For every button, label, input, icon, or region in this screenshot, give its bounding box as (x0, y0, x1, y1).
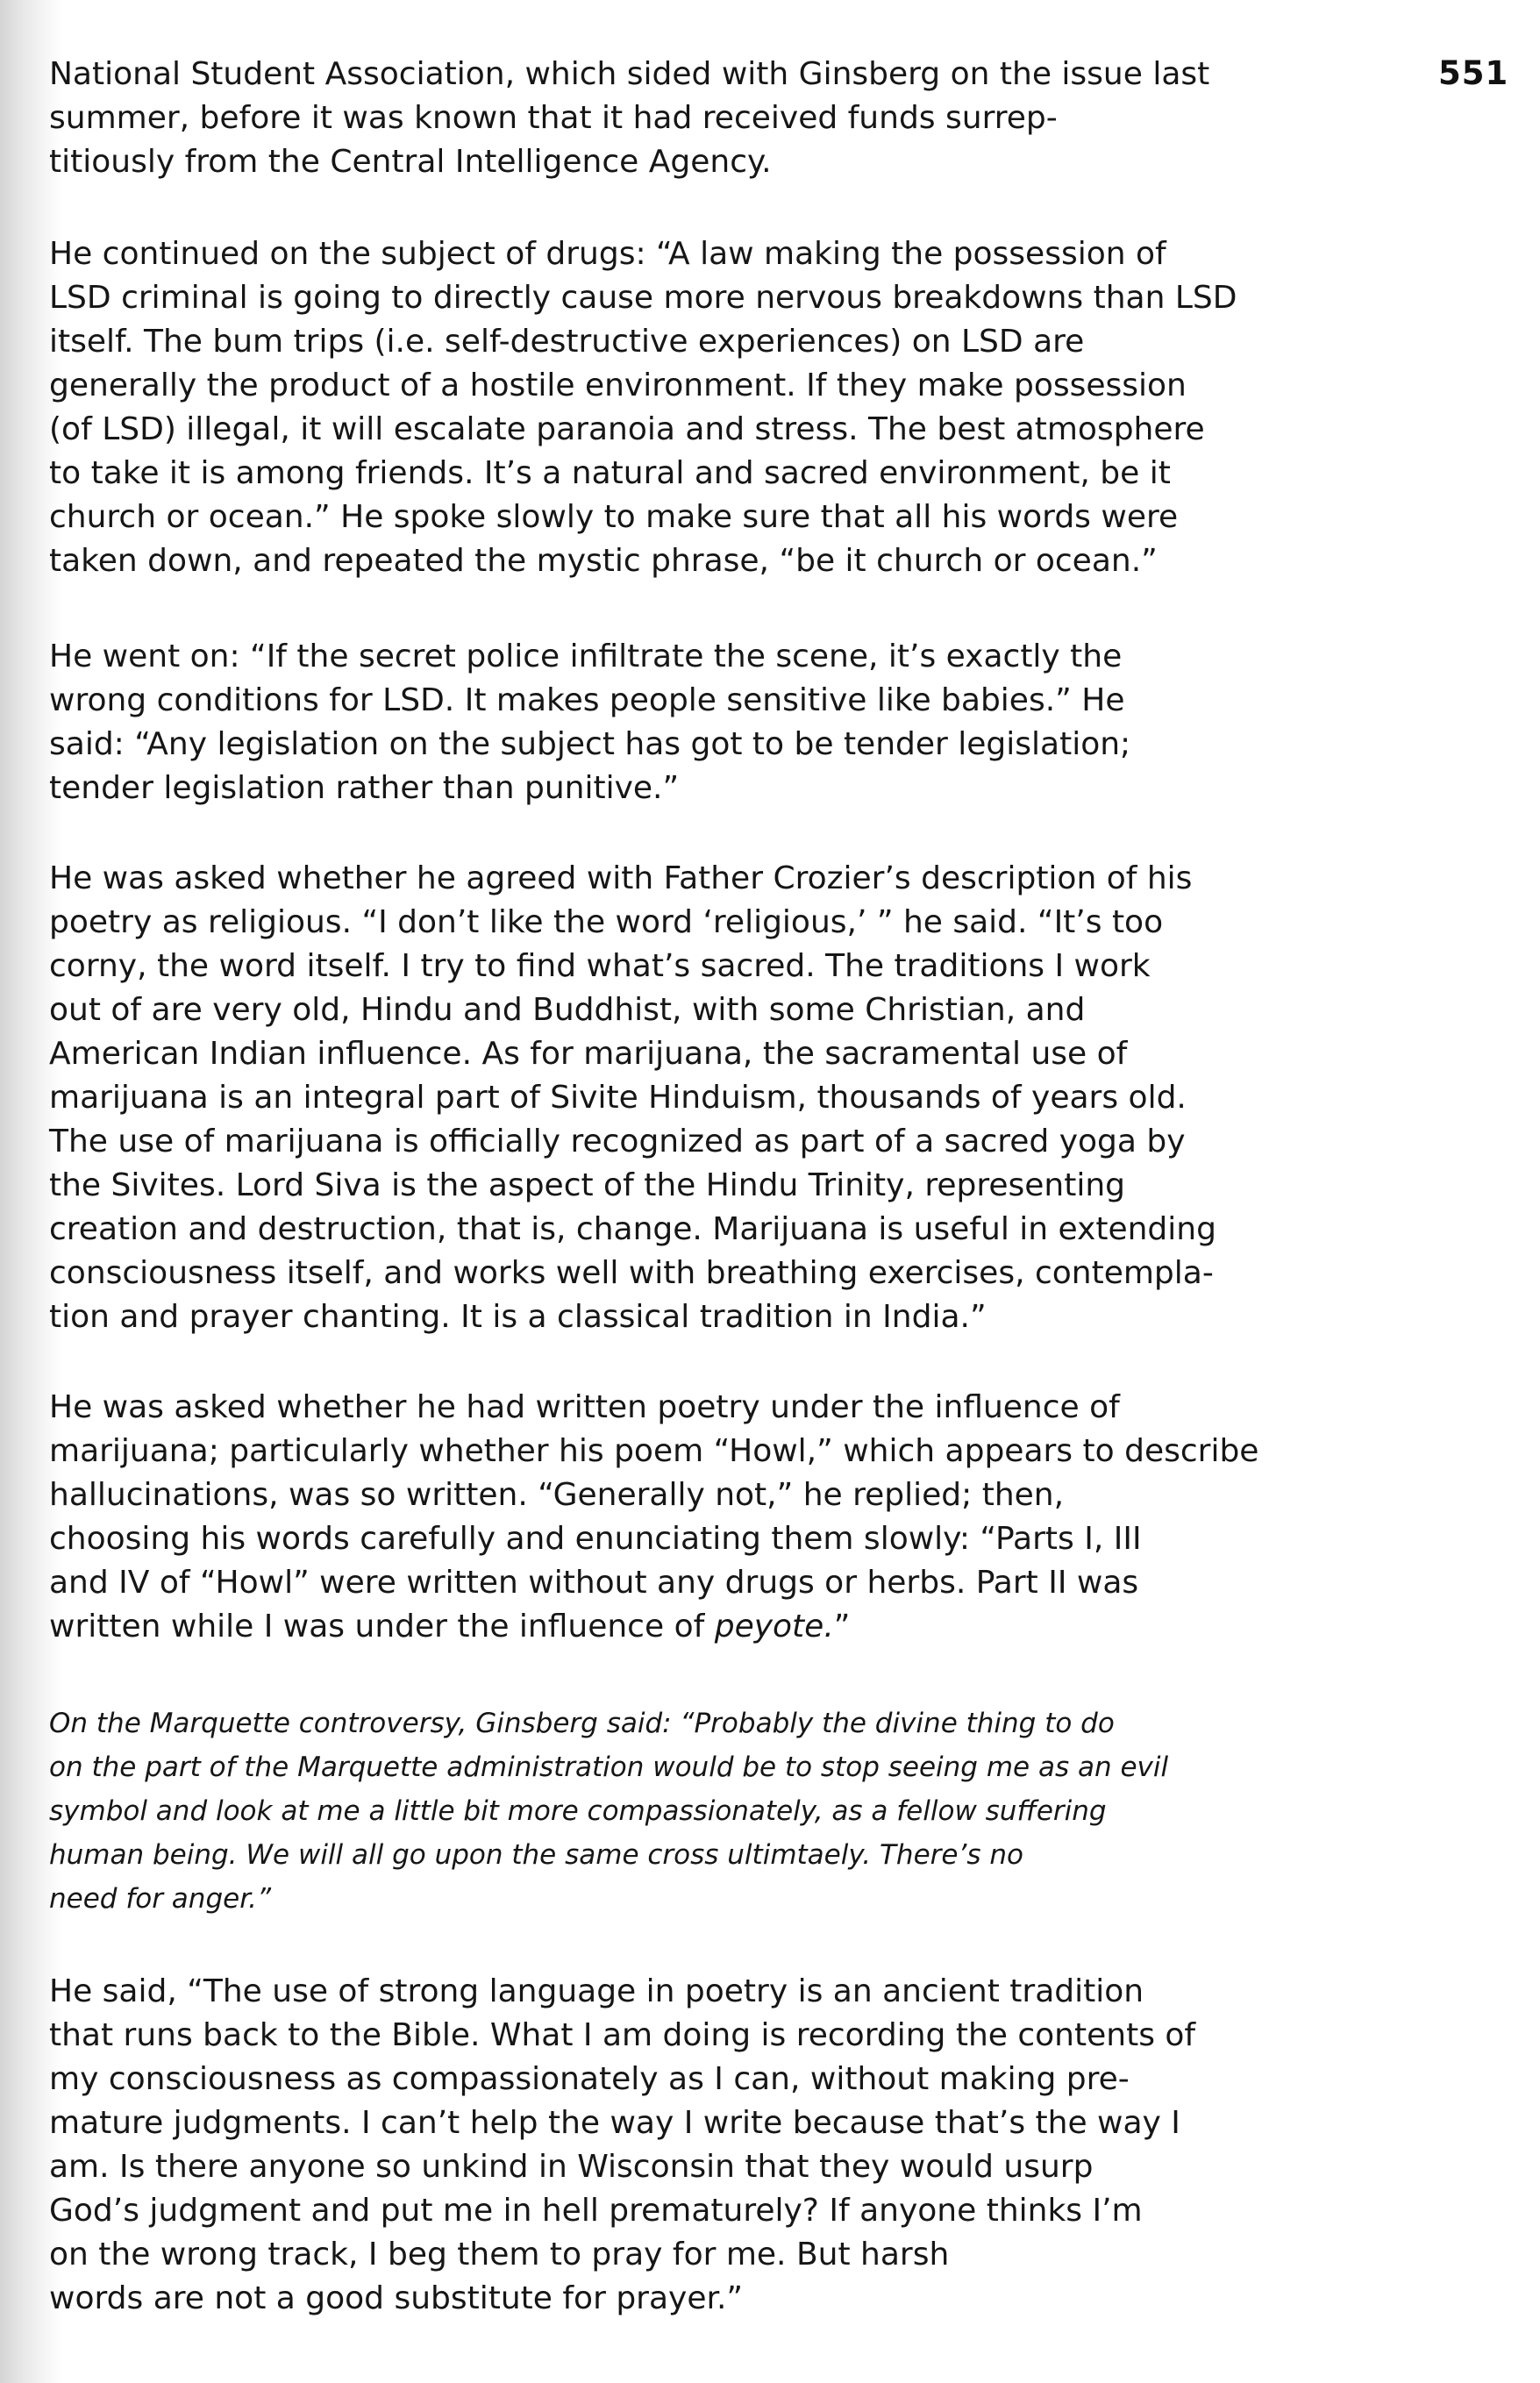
paragraph-drugs (49, 232, 1237, 583)
text-line: taken down, and repeated the mystic phrase, “be it church or ocean.” (49, 543, 1158, 579)
text-line: On the Marquette controversy, Ginsberg said: “Probably the divine thing to do (49, 1708, 1115, 1739)
text-line: out of are very old, Hindu and Buddhist, with some Christian, and (49, 992, 1086, 1028)
paragraph-strong-language (49, 1970, 1195, 2321)
text-line: tender legislation rather than punitive.” (49, 770, 680, 806)
text-line: National Student Association, which sided with Ginsberg on the issue last (49, 56, 1210, 92)
text-line: and IV of “Howl” were written without any drugs or herbs. Part II was (49, 1565, 1139, 1601)
text-line: symbol and look at me a little bit more compassionately, as a fellow suffering (49, 1795, 1107, 1827)
text-line: American Indian influence. As for marijuana, the sacramental use of (49, 1036, 1128, 1072)
text-line: said: “Any legislation on the subject has got to be tender legislation; (49, 726, 1131, 762)
closing-quote: ” (833, 1609, 851, 1645)
text-line: on the part of the Marquette administration would be to stop seeing me as an evil (49, 1752, 1169, 1783)
text-line: words are not a good substitute for prayer.” (49, 2280, 744, 2316)
text-line: He was asked whether he had written poetry under the influence of (49, 1389, 1120, 1425)
text-line: (of LSD) illegal, it will escalate paranoia and stress. The best atmosphere (49, 411, 1205, 447)
text-line: titiously from the Central Intelligence Agency. (49, 144, 772, 180)
text-line: consciousness itself, and works well with breathing exercises, contempla- (49, 1255, 1214, 1291)
text-line: poetry as religious. “I don’t like the word ‘religious,’ ” he said. “It’s too (49, 904, 1164, 940)
text-line: God’s judgment and put me in hell prematurely? If anyone thinks I’m (49, 2193, 1143, 2229)
text-line: church or ocean.” He spoke slowly to make sure that all his words were (49, 499, 1179, 535)
text-line: LSD criminal is going to directly cause more nervous breakdowns than LSD (49, 280, 1237, 316)
text-line: choosing his words carefully and enunciating them slowly: “Parts I, III (49, 1521, 1142, 1557)
text-line: marijuana is an integral part of Sivite Hinduism, thousands of years old. (49, 1080, 1187, 1116)
text-line: itself. The bum trips (i.e. self-destructive experiences) on LSD are (49, 324, 1085, 360)
text-line: marijuana; particularly whether his poem “Howl,” which appears to describe (49, 1433, 1259, 1469)
text-line: human being. We will all go upon the same cross ultimtaely. There’s no (49, 1839, 1023, 1871)
text-line: that runs back to the Bible. What I am doing is recording the contents of (49, 2017, 1196, 2053)
text-line (49, 1605, 1258, 1649)
text-line: wrong conditions for LSD. It makes people sensitive like babies.” He (49, 682, 1125, 718)
page-number: 551 (1438, 54, 1509, 92)
text-line: summer, before it was known that it had received funds surrep- (49, 100, 1058, 136)
text-line: corny, the word itself. I try to find what’s sacred. The traditions I work (49, 948, 1151, 984)
text-line: the Sivites. Lord Siva is the aspect of the Hindu Trinity, representing (49, 1167, 1126, 1203)
text-line: need for anger.” (49, 1883, 272, 1915)
peyote-word: peyote. (714, 1609, 834, 1645)
text-line: my consciousness as compassionately as I can, without making pre- (49, 2061, 1130, 2097)
text-line: He was asked whether he agreed with Father Crozier’s description of his (49, 860, 1193, 896)
text-line: am. Is there anyone so unkind in Wisconsin that they would usurp (49, 2149, 1094, 2185)
text-line: He continued on the subject of drugs: “A law making the possession of (49, 236, 1166, 272)
text-line: generally the product of a hostile environment. If they make possession (49, 367, 1187, 403)
paragraph-nsa (49, 53, 1209, 184)
text-line: tion and prayer chanting. It is a classical tradition in India.” (49, 1299, 987, 1335)
text-line: on the wrong track, I beg them to pray for me. But harsh (49, 2237, 950, 2272)
text-line: He went on: “If the secret police infiltrate the scene, it’s exactly the (49, 639, 1123, 674)
text-line: mature judgments. I can’t help the way I write because that’s the way I (49, 2105, 1180, 2141)
text-line: to take it is among friends. It’s a natural and sacred environment, be it (49, 455, 1171, 491)
text-line-start: written while I was under the influence of (49, 1609, 715, 1645)
paragraph-secret-police (49, 635, 1130, 810)
text-line: The use of marijuana is officially recognized as part of a sacred yoga by (49, 1124, 1186, 1159)
paragraph-howl (49, 1386, 1258, 1649)
text-line: hallucinations, was so written. “Generally not,” he replied; then, (49, 1477, 1065, 1513)
paragraph-religious (49, 857, 1216, 1339)
text-line: He said, “The use of strong language in poetry is an ancient tradition (49, 1973, 1144, 2009)
paragraph-marquette-quote (49, 1702, 1168, 1921)
text-line: creation and destruction, that is, change. Marijuana is useful in extending (49, 1211, 1216, 1247)
